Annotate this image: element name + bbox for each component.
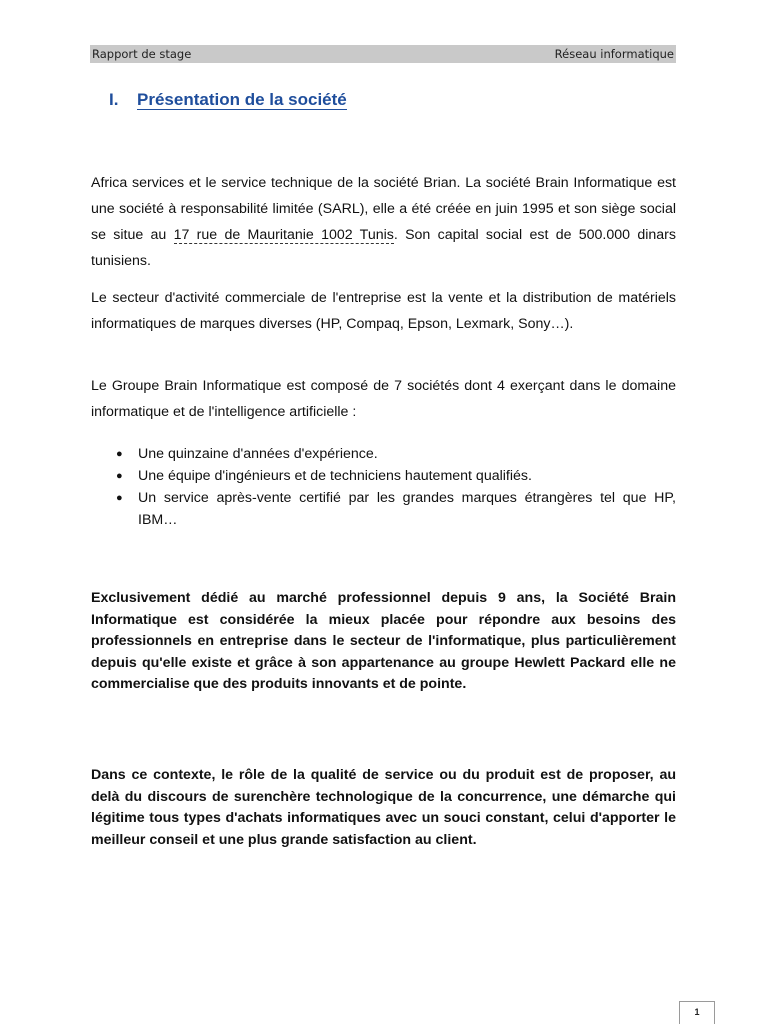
list-item — [91, 465, 676, 487]
header-right-text: Réseau informatique — [554, 47, 674, 61]
paragraph-context: Dans ce contexte, le rôle de la qualité de service ou du produit est de proposer, au delà du discours de surenchère technologique de la concurrence, une démarche qui légitime tous types d'achats informatiques avec un souci constant, celui d'apporter le meilleur conseil et une plus grande satisfaction au client. — [91, 767, 676, 848]
section-heading — [109, 90, 347, 110]
list-item — [91, 487, 676, 531]
section-number: I. — [109, 90, 119, 109]
address-text: 17 rue de Mauritanie 1002 Tunis — [173, 227, 394, 243]
paragraph-intro-part-2: . Son capital social est de 500.000 dinars tunisiens. — [91, 227, 676, 269]
page-header — [90, 45, 676, 63]
bullet-icon: ● — [116, 492, 123, 504]
paragraph-intro-part-1: Africa services et le service technique de la société Brian. La société Brain Informatique est une société à responsabilité limitée (SARL), elle a été créée en juin 1995 et son siège social se situe au — [91, 175, 676, 243]
header-left-text: Rapport de stage — [92, 47, 192, 61]
paragraph-activity: Le secteur d'activité commerciale de l'entreprise est la vente et la distribution de matériels informatiques de marques diverses (HP, Compaq, Epson, Lexmark, Sony…). — [91, 290, 676, 332]
paragraph-professional-market: Exclusivement dédié au marché professionnel depuis 9 ans, la Société Brain Informatique est considérée la mieux placée pour répondre aux besoins des professionnels en entreprise dans le secteur de l'informatique, plus particulièrement depuis qu'elle existe et grâce à son appartenance au groupe Hewlett Packard elle ne commercialise que des produits innovants et de pointe. — [91, 590, 676, 692]
bullet-icon: ● — [116, 470, 123, 482]
list-item — [91, 443, 676, 465]
list-item-text: Une équipe d'ingénieurs et de techniciens hautement qualifiés. — [138, 468, 532, 484]
paragraph-intro — [91, 170, 676, 274]
paragraph-group: Le Groupe Brain Informatique est composé de 7 sociétés dont 4 exerçant dans le domaine informatique et de l'intelligence artificielle : — [91, 378, 676, 420]
page-number: 1 — [679, 1001, 715, 1024]
section-title: Présentation de la société — [137, 90, 347, 109]
bullet-icon: ● — [116, 448, 123, 460]
list-item-text: Un service après-vente certifié par les grandes marques étrangères tel que HP, IBM… — [138, 490, 676, 528]
list-item-text: Une quinzaine d'années d'expérience. — [138, 446, 378, 462]
feature-list — [91, 443, 676, 531]
